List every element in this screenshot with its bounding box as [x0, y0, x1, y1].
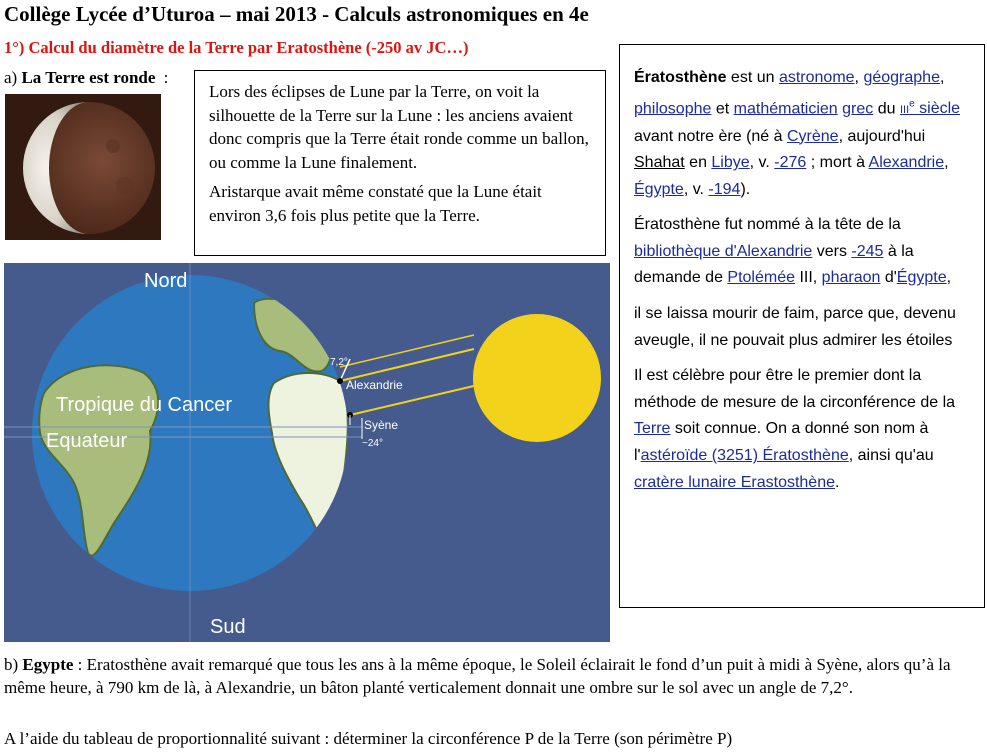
bio-text: est un — [726, 69, 779, 86]
south-label: Sud — [210, 616, 246, 638]
eratosthenes-diagram — [4, 263, 610, 642]
link-cratere[interactable]: cratère lunaire Erastosthène — [634, 473, 835, 491]
section-a-heading — [4, 68, 168, 88]
bio-text: avant notre ère (né à — [634, 127, 787, 145]
link-philosophe[interactable]: philosophe — [634, 99, 712, 117]
link-194[interactable]: -194 — [708, 180, 741, 198]
bio-text: vers — [812, 242, 852, 260]
bio-text: Il est célèbre pour être le premier dont la méthode de mesure de la circonférence de la — [634, 367, 956, 411]
link-egypte-2[interactable]: Égypte — [896, 269, 947, 287]
section-a-prefix: a) — [4, 68, 18, 87]
link-cyrene[interactable]: Cyrène — [786, 127, 839, 145]
equator-label: Equateur — [46, 430, 128, 452]
section-a-label: La Terre est ronde — [21, 68, 156, 87]
section-b-label: Egypte — [22, 655, 74, 674]
bio-text: , — [939, 69, 945, 86]
tropic-label: Tropique du Cancer — [56, 394, 233, 416]
bio-paragraph-2 — [634, 212, 972, 292]
bio-text: soit connue. On a donné son nom à l' — [634, 420, 929, 465]
angle-syene-label: ~24° — [362, 438, 383, 449]
bio-text: ; mort à — [806, 154, 869, 172]
bio-text: , v. — [749, 154, 775, 172]
link-mathematicien[interactable]: mathématicien — [733, 99, 838, 117]
link-egypte[interactable]: Égypte — [634, 180, 684, 198]
bio-paragraph-1 — [634, 65, 972, 203]
bio-text: d' — [880, 269, 897, 287]
bio-text: . — [835, 473, 840, 491]
link-siecle[interactable] — [900, 100, 960, 117]
link-grec[interactable]: grec — [842, 99, 874, 117]
bio-paragraph-3: il se laissa mourir de faim, parce que, devenu aveugle, il ne pouvait plus admirer les étoiles — [634, 305, 956, 349]
sun-shape — [473, 314, 601, 442]
bio-text: , — [854, 69, 859, 86]
syene-label: Syène — [364, 418, 399, 432]
bio-paragraph-4 — [634, 363, 972, 496]
section-c-instruction: A l’aide du tableau de proportionnalité suivant : déterminer la circonférence P de la Terre (son périmètre P) — [4, 729, 733, 748]
lunar-eclipse-image — [5, 94, 161, 240]
bio-name: Ératosthène — [634, 69, 727, 86]
bio-text: Ératosthène fut nommé à la tête de la — [634, 216, 901, 234]
link-245[interactable]: -245 — [851, 242, 884, 260]
eclipse-paragraph: Lors des éclipses de Lune par la Terre, on voit la silhouette de la Terre sur la Lune : les anciens avaient donc compris que la Terre était ronde comme un ballon, ou comme la Lune finalement. — [209, 82, 589, 172]
page-title: Collège Lycée d’Uturoa – mai 2013 - Calculs astronomiques en 4e — [4, 2, 589, 26]
eratosthenes-bio-box — [619, 44, 985, 608]
section-b-paragraph — [4, 653, 979, 699]
section-a-colon: : — [163, 68, 169, 87]
section-heading: 1°) Calcul du diamètre de la Terre par Eratosthène (-250 av JC…) — [4, 38, 469, 57]
bio-text: ). — [740, 180, 751, 198]
link-bibliotheque[interactable]: bibliothèque d'Alexandrie — [634, 242, 813, 260]
link-terre[interactable]: Terre — [634, 420, 671, 438]
bio-text: du — [873, 99, 900, 117]
bio-text: , — [946, 269, 952, 287]
siecle-numeral: III — [899, 103, 910, 116]
siecle-sup: e — [909, 98, 915, 110]
link-libye[interactable]: Libye — [711, 154, 750, 172]
north-label: Nord — [144, 270, 188, 292]
shahat-text: Shahat — [634, 154, 685, 172]
aristarchus-paragraph: Aristarque avait même constaté que la Lune était environ 3,6 fois plus petite que la Terre. — [209, 182, 542, 225]
link-alexandrie[interactable]: Alexandrie — [868, 154, 945, 172]
bio-text: à la demande de — [634, 242, 914, 287]
section-b-prefix: b) — [4, 655, 23, 674]
link-pharaon[interactable]: pharaon — [821, 269, 881, 287]
bio-text: , ainsi qu'au — [848, 447, 934, 465]
link-geographe[interactable]: géographe — [863, 69, 940, 86]
link-276[interactable]: -276 — [774, 154, 807, 172]
bio-text: , aujourd'hui — [838, 127, 926, 145]
bio-text: , v. — [683, 180, 709, 198]
link-asteroide[interactable]: astéroïde (3251) Ératosthène — [640, 447, 849, 465]
siecle-word: siècle — [914, 99, 961, 117]
bio-text: III, — [795, 269, 822, 287]
bio-text: , — [944, 154, 949, 172]
bio-text: et — [711, 99, 734, 117]
alexandria-label: Alexandrie — [346, 378, 403, 392]
section-b-text: : Eratosthène avait remarqué que tous les ans à la même époque, le Soleil éclairait le fond d’un puit à midi à Syène, alors qu’à la même heure, à 790 km de là, à Alexandrie, un bâton planté verticalement donnait une ombre sur le sol avec un angle de 7,2°. — [4, 655, 951, 697]
eclipse-info-box — [194, 70, 606, 256]
angle-alexandria-label: 7,2° — [330, 357, 348, 368]
link-ptolemee[interactable]: Ptolémée — [727, 269, 795, 287]
bio-text: en — [684, 154, 712, 172]
link-astronome[interactable]: astronome — [778, 69, 855, 86]
